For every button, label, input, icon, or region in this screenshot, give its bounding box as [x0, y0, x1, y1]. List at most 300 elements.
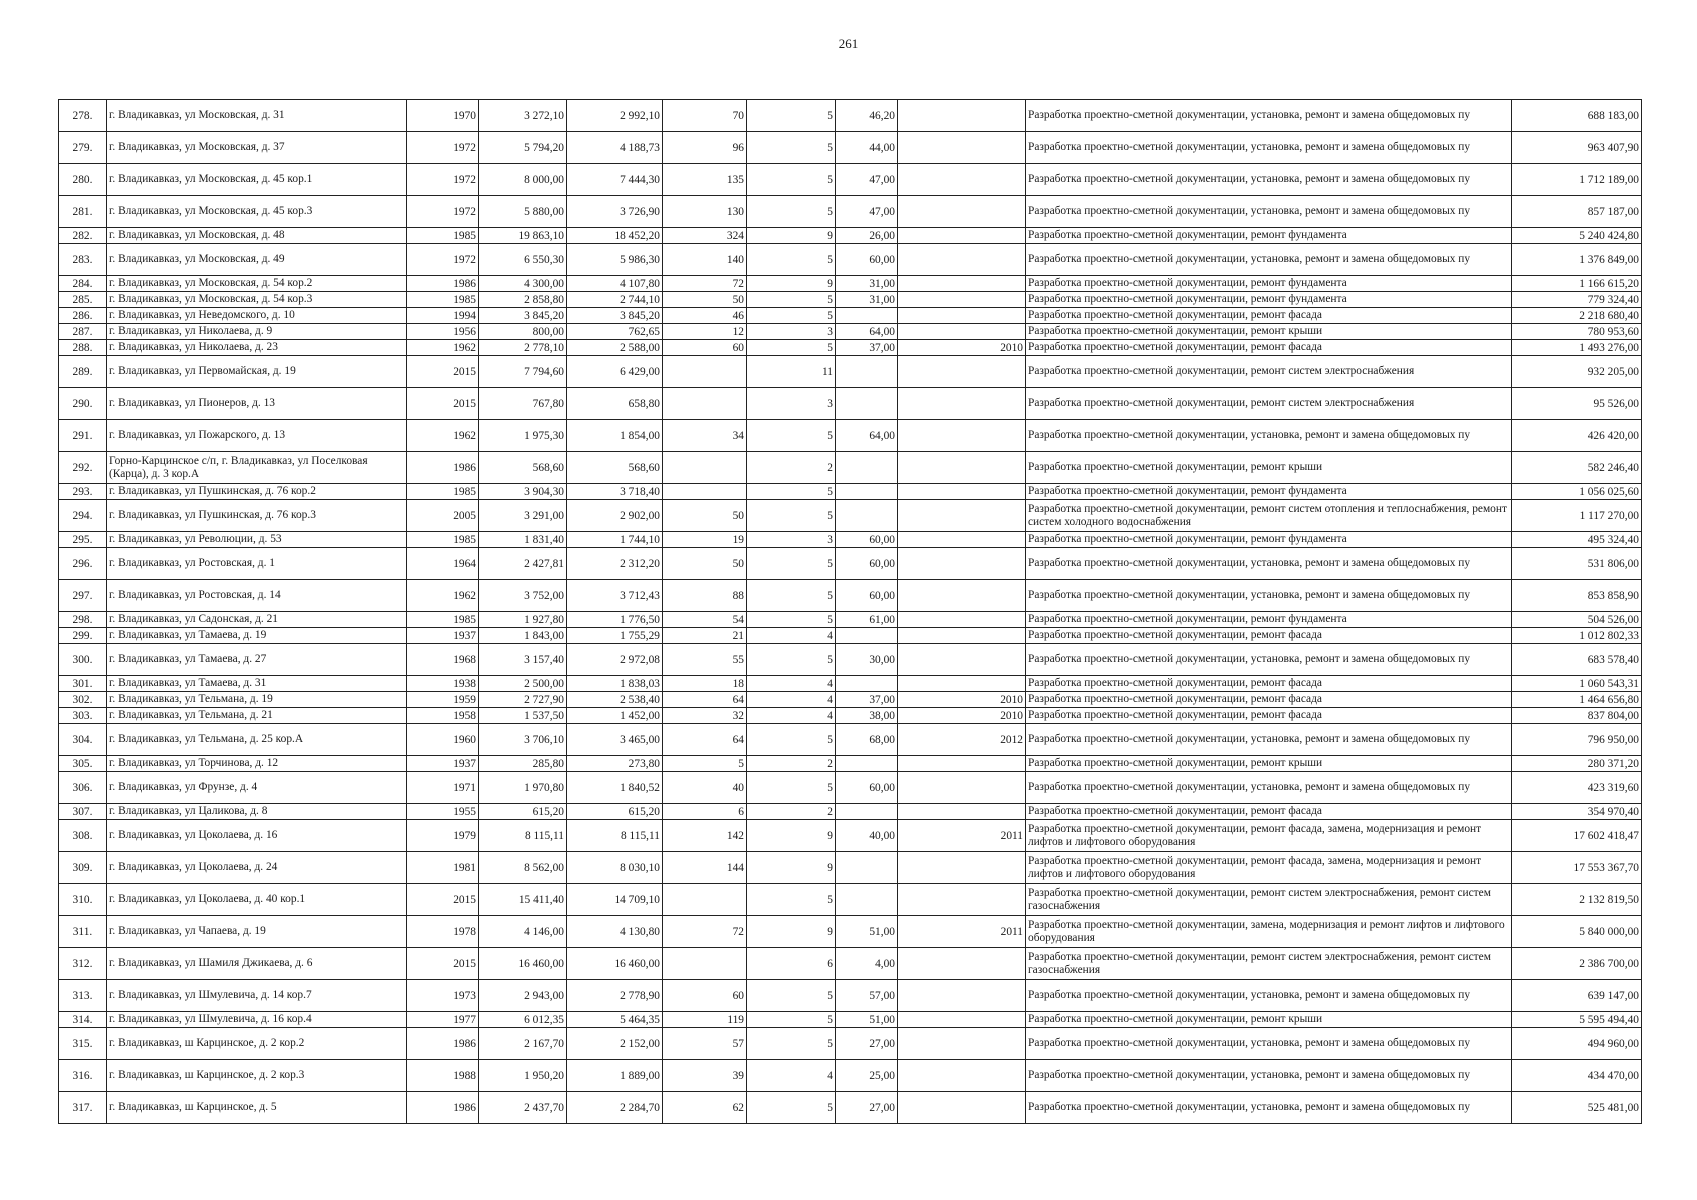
- work-type-cell: Разработка проектно-сметной документации, установка, ремонт и замена общедомовых пу: [1026, 100, 1512, 132]
- apartments-cell: 324: [663, 228, 747, 244]
- cost-cell: 17 553 367,70: [1512, 852, 1642, 884]
- floors-cell: 5: [747, 308, 836, 324]
- living-area-cell: 3 726,90: [567, 196, 663, 228]
- last-repair-year-cell: [898, 356, 1026, 388]
- floors-cell: 5: [747, 132, 836, 164]
- table-row: [59, 420, 1642, 452]
- total-area-cell: 767,80: [479, 388, 567, 420]
- address-cell: г. Владикавказ, ш Карцинское, д. 2 кор.3: [107, 1060, 407, 1092]
- cost-cell: 1 493 276,00: [1512, 340, 1642, 356]
- living-area-cell: 2 152,00: [567, 1028, 663, 1060]
- work-type-cell: Разработка проектно-сметной документации, ремонт фасада, замена, модернизация и ремонт лифтов и лифтового оборудования: [1026, 820, 1512, 852]
- floors-cell: 9: [747, 276, 836, 292]
- cost-cell: 1 060 543,31: [1512, 676, 1642, 692]
- apartments-cell: 19: [663, 532, 747, 548]
- cost-cell: 434 470,00: [1512, 1060, 1642, 1092]
- total-area-cell: 285,80: [479, 756, 567, 772]
- address-cell: г. Владикавказ, ул Московская, д. 48: [107, 228, 407, 244]
- address-cell: г. Владикавказ, ул Чапаева, д. 19: [107, 916, 407, 948]
- row-number-cell: 289.: [59, 356, 107, 388]
- apartments-cell: 119: [663, 1012, 747, 1028]
- cost-cell: 354 970,40: [1512, 804, 1642, 820]
- row-number-cell: 316.: [59, 1060, 107, 1092]
- year-cell: 2015: [407, 948, 479, 980]
- last-repair-year-cell: [898, 1092, 1026, 1124]
- last-repair-year-cell: [898, 228, 1026, 244]
- row-number-cell: 278.: [59, 100, 107, 132]
- total-area-cell: 1 843,00: [479, 628, 567, 644]
- wear-cell: 60,00: [836, 244, 898, 276]
- cost-cell: 683 578,40: [1512, 644, 1642, 676]
- table-row: [59, 196, 1642, 228]
- living-area-cell: 2 284,70: [567, 1092, 663, 1124]
- total-area-cell: 15 411,40: [479, 884, 567, 916]
- year-cell: 2005: [407, 500, 479, 532]
- apartments-cell: 39: [663, 1060, 747, 1092]
- last-repair-year-cell: [898, 772, 1026, 804]
- floors-cell: 2: [747, 756, 836, 772]
- work-type-cell: Разработка проектно-сметной документации, ремонт фасада: [1026, 804, 1512, 820]
- address-cell: г. Владикавказ, ул Неведомского, д. 10: [107, 308, 407, 324]
- apartments-cell: 46: [663, 308, 747, 324]
- address-cell: г. Владикавказ, ул Московская, д. 49: [107, 244, 407, 276]
- last-repair-year-cell: 2011: [898, 916, 1026, 948]
- row-number-cell: 307.: [59, 804, 107, 820]
- living-area-cell: 6 429,00: [567, 356, 663, 388]
- table-row: [59, 340, 1642, 356]
- total-area-cell: 4 146,00: [479, 916, 567, 948]
- address-cell: г. Владикавказ, ул Тамаева, д. 31: [107, 676, 407, 692]
- living-area-cell: 14 709,10: [567, 884, 663, 916]
- table-row: [59, 484, 1642, 500]
- wear-cell: 51,00: [836, 916, 898, 948]
- floors-cell: 9: [747, 916, 836, 948]
- table-row: [59, 612, 1642, 628]
- row-number-cell: 315.: [59, 1028, 107, 1060]
- last-repair-year-cell: [898, 676, 1026, 692]
- address-cell: г. Владикавказ, ш Карцинское, д. 5: [107, 1092, 407, 1124]
- table-row: [59, 500, 1642, 532]
- work-type-cell: Разработка проектно-сметной документации, ремонт фасада: [1026, 628, 1512, 644]
- total-area-cell: 2 943,00: [479, 980, 567, 1012]
- living-area-cell: 273,80: [567, 756, 663, 772]
- wear-cell: [836, 308, 898, 324]
- table-row: [59, 676, 1642, 692]
- wear-cell: 60,00: [836, 580, 898, 612]
- cost-cell: 531 806,00: [1512, 548, 1642, 580]
- work-type-cell: Разработка проектно-сметной документации, ремонт фундамента: [1026, 612, 1512, 628]
- address-cell: г. Владикавказ, ш Карцинское, д. 2 кор.2: [107, 1028, 407, 1060]
- cost-cell: 1 166 615,20: [1512, 276, 1642, 292]
- total-area-cell: 6 012,35: [479, 1012, 567, 1028]
- address-cell: г. Владикавказ, ул Цоколаева, д. 16: [107, 820, 407, 852]
- wear-cell: [836, 884, 898, 916]
- address-cell: г. Владикавказ, ул Ростовская, д. 1: [107, 548, 407, 580]
- living-area-cell: 1 776,50: [567, 612, 663, 628]
- address-cell: г. Владикавказ, ул Ростовская, д. 14: [107, 580, 407, 612]
- year-cell: 1981: [407, 852, 479, 884]
- work-type-cell: Разработка проектно-сметной документации, ремонт фундамента: [1026, 292, 1512, 308]
- floors-cell: 4: [747, 1060, 836, 1092]
- floors-cell: 3: [747, 532, 836, 548]
- year-cell: 1962: [407, 340, 479, 356]
- cost-cell: 504 526,00: [1512, 612, 1642, 628]
- row-number-cell: 293.: [59, 484, 107, 500]
- apartments-cell: 12: [663, 324, 747, 340]
- total-area-cell: 5 880,00: [479, 196, 567, 228]
- apartments-cell: 50: [663, 548, 747, 580]
- table-row: [59, 244, 1642, 276]
- year-cell: 1985: [407, 292, 479, 308]
- table-row: [59, 852, 1642, 884]
- wear-cell: 57,00: [836, 980, 898, 1012]
- living-area-cell: 2 538,40: [567, 692, 663, 708]
- cost-cell: 932 205,00: [1512, 356, 1642, 388]
- cost-cell: 1 117 270,00: [1512, 500, 1642, 532]
- table-row: [59, 292, 1642, 308]
- wear-cell: [836, 356, 898, 388]
- living-area-cell: 2 588,00: [567, 340, 663, 356]
- apartments-cell: 57: [663, 1028, 747, 1060]
- living-area-cell: 2 778,90: [567, 980, 663, 1012]
- address-cell: г. Владикавказ, ул Шмулевича, д. 16 кор.4: [107, 1012, 407, 1028]
- work-type-cell: Разработка проектно-сметной документации, ремонт систем электроснабжения, ремонт систем газоснабжения: [1026, 948, 1512, 980]
- living-area-cell: 3 465,00: [567, 724, 663, 756]
- table-row: [59, 132, 1642, 164]
- wear-cell: [836, 852, 898, 884]
- row-number-cell: 317.: [59, 1092, 107, 1124]
- address-cell: г. Владикавказ, ул Цаликова, д. 8: [107, 804, 407, 820]
- wear-cell: 30,00: [836, 644, 898, 676]
- living-area-cell: 615,20: [567, 804, 663, 820]
- work-type-cell: Разработка проектно-сметной документации, ремонт крыши: [1026, 1012, 1512, 1028]
- work-type-cell: Разработка проектно-сметной документации, установка, ремонт и замена общедомовых пу: [1026, 772, 1512, 804]
- floors-cell: 3: [747, 324, 836, 340]
- work-type-cell: Разработка проектно-сметной документации, установка, ремонт и замена общедомовых пу: [1026, 164, 1512, 196]
- work-type-cell: Разработка проектно-сметной документации, ремонт фасада: [1026, 340, 1512, 356]
- total-area-cell: 8 000,00: [479, 164, 567, 196]
- year-cell: 1985: [407, 612, 479, 628]
- living-area-cell: 2 312,20: [567, 548, 663, 580]
- table-row: [59, 276, 1642, 292]
- wear-cell: [836, 804, 898, 820]
- wear-cell: [836, 452, 898, 484]
- cost-cell: 5 840 000,00: [1512, 916, 1642, 948]
- table-row: [59, 756, 1642, 772]
- work-type-cell: Разработка проектно-сметной документации, установка, ремонт и замена общедомовых пу: [1026, 1092, 1512, 1124]
- work-type-cell: Разработка проектно-сметной документации, замена, модернизация и ремонт лифтов и лифтового оборудования: [1026, 916, 1512, 948]
- living-area-cell: 3 712,43: [567, 580, 663, 612]
- wear-cell: 61,00: [836, 612, 898, 628]
- total-area-cell: 3 291,00: [479, 500, 567, 532]
- wear-cell: 27,00: [836, 1092, 898, 1124]
- living-area-cell: 8 115,11: [567, 820, 663, 852]
- apartments-cell: [663, 484, 747, 500]
- cost-cell: 688 183,00: [1512, 100, 1642, 132]
- apartments-cell: 50: [663, 500, 747, 532]
- year-cell: 1972: [407, 244, 479, 276]
- table-row: [59, 580, 1642, 612]
- floors-cell: 5: [747, 1028, 836, 1060]
- year-cell: 1977: [407, 1012, 479, 1028]
- cost-cell: 17 602 418,47: [1512, 820, 1642, 852]
- last-repair-year-cell: [898, 132, 1026, 164]
- total-area-cell: 7 794,60: [479, 356, 567, 388]
- work-type-cell: Разработка проектно-сметной документации, установка, ремонт и замена общедомовых пу: [1026, 132, 1512, 164]
- cost-cell: 1 464 656,80: [1512, 692, 1642, 708]
- table-row: [59, 692, 1642, 708]
- row-number-cell: 306.: [59, 772, 107, 804]
- wear-cell: 64,00: [836, 420, 898, 452]
- cost-cell: 423 319,60: [1512, 772, 1642, 804]
- floors-cell: 4: [747, 628, 836, 644]
- year-cell: 1988: [407, 1060, 479, 1092]
- address-cell: г. Владикавказ, ул Пушкинская, д. 76 кор.2: [107, 484, 407, 500]
- apartments-cell: 60: [663, 980, 747, 1012]
- wear-cell: 40,00: [836, 820, 898, 852]
- floors-cell: 5: [747, 884, 836, 916]
- row-number-cell: 299.: [59, 628, 107, 644]
- table-row: [59, 724, 1642, 756]
- wear-cell: 47,00: [836, 164, 898, 196]
- floors-cell: 4: [747, 676, 836, 692]
- living-area-cell: 1 840,52: [567, 772, 663, 804]
- work-type-cell: Разработка проектно-сметной документации, установка, ремонт и замена общедомовых пу: [1026, 196, 1512, 228]
- cost-cell: 494 960,00: [1512, 1028, 1642, 1060]
- floors-cell: 5: [747, 980, 836, 1012]
- apartments-cell: [663, 884, 747, 916]
- apartments-cell: 72: [663, 276, 747, 292]
- row-number-cell: 301.: [59, 676, 107, 692]
- work-type-cell: Разработка проектно-сметной документации, ремонт фундамента: [1026, 484, 1512, 500]
- row-number-cell: 302.: [59, 692, 107, 708]
- apartments-cell: 32: [663, 708, 747, 724]
- cost-cell: 1 376 849,00: [1512, 244, 1642, 276]
- row-number-cell: 309.: [59, 852, 107, 884]
- living-area-cell: 658,80: [567, 388, 663, 420]
- cost-cell: 1 056 025,60: [1512, 484, 1642, 500]
- apartments-cell: [663, 948, 747, 980]
- last-repair-year-cell: [898, 644, 1026, 676]
- register-table: [58, 99, 1642, 1124]
- last-repair-year-cell: [898, 244, 1026, 276]
- table-body: [59, 100, 1642, 1124]
- last-repair-year-cell: [898, 1028, 1026, 1060]
- work-type-cell: Разработка проектно-сметной документации, установка, ремонт и замена общедомовых пу: [1026, 420, 1512, 452]
- total-area-cell: 3 752,00: [479, 580, 567, 612]
- last-repair-year-cell: [898, 804, 1026, 820]
- row-number-cell: 286.: [59, 308, 107, 324]
- address-cell: г. Владикавказ, ул Московская, д. 45 кор.1: [107, 164, 407, 196]
- wear-cell: 64,00: [836, 324, 898, 340]
- last-repair-year-cell: [898, 884, 1026, 916]
- table-row: [59, 452, 1642, 484]
- work-type-cell: Разработка проектно-сметной документации, установка, ремонт и замена общедомовых пу: [1026, 548, 1512, 580]
- table-row: [59, 1060, 1642, 1092]
- total-area-cell: 2 500,00: [479, 676, 567, 692]
- row-number-cell: 298.: [59, 612, 107, 628]
- last-repair-year-cell: 2010: [898, 708, 1026, 724]
- wear-cell: 27,00: [836, 1028, 898, 1060]
- floors-cell: 4: [747, 692, 836, 708]
- address-cell: г. Владикавказ, ул Николаева, д. 23: [107, 340, 407, 356]
- total-area-cell: 2 437,70: [479, 1092, 567, 1124]
- address-cell: г. Владикавказ, ул Пушкинская, д. 76 кор.3: [107, 500, 407, 532]
- cost-cell: 796 950,00: [1512, 724, 1642, 756]
- living-area-cell: 2 992,10: [567, 100, 663, 132]
- address-cell: г. Владикавказ, ул Московская, д. 37: [107, 132, 407, 164]
- row-number-cell: 279.: [59, 132, 107, 164]
- wear-cell: [836, 388, 898, 420]
- floors-cell: 5: [747, 420, 836, 452]
- row-number-cell: 296.: [59, 548, 107, 580]
- year-cell: 1962: [407, 580, 479, 612]
- year-cell: 1956: [407, 324, 479, 340]
- wear-cell: 37,00: [836, 340, 898, 356]
- apartments-cell: 135: [663, 164, 747, 196]
- total-area-cell: 3 272,10: [479, 100, 567, 132]
- apartments-cell: 54: [663, 612, 747, 628]
- table-row: [59, 228, 1642, 244]
- table-row: [59, 948, 1642, 980]
- total-area-cell: 3 706,10: [479, 724, 567, 756]
- table-row: [59, 324, 1642, 340]
- total-area-cell: 2 427,81: [479, 548, 567, 580]
- last-repair-year-cell: [898, 452, 1026, 484]
- work-type-cell: Разработка проектно-сметной документации, установка, ремонт и замена общедомовых пу: [1026, 580, 1512, 612]
- floors-cell: 5: [747, 644, 836, 676]
- cost-cell: 2 218 680,40: [1512, 308, 1642, 324]
- address-cell: г. Владикавказ, ул Садонская, д. 21: [107, 612, 407, 628]
- row-number-cell: 283.: [59, 244, 107, 276]
- last-repair-year-cell: 2011: [898, 820, 1026, 852]
- last-repair-year-cell: [898, 484, 1026, 500]
- floors-cell: 5: [747, 724, 836, 756]
- living-area-cell: 4 130,80: [567, 916, 663, 948]
- year-cell: 1938: [407, 676, 479, 692]
- total-area-cell: 3 845,20: [479, 308, 567, 324]
- wear-cell: 60,00: [836, 772, 898, 804]
- apartments-cell: 140: [663, 244, 747, 276]
- total-area-cell: 19 863,10: [479, 228, 567, 244]
- apartments-cell: 142: [663, 820, 747, 852]
- table-row: [59, 1092, 1642, 1124]
- floors-cell: 5: [747, 772, 836, 804]
- floors-cell: 5: [747, 484, 836, 500]
- wear-cell: 47,00: [836, 196, 898, 228]
- cost-cell: 5 240 424,80: [1512, 228, 1642, 244]
- year-cell: 1937: [407, 756, 479, 772]
- floors-cell: 5: [747, 340, 836, 356]
- table-row: [59, 804, 1642, 820]
- apartments-cell: 130: [663, 196, 747, 228]
- last-repair-year-cell: [898, 1060, 1026, 1092]
- work-type-cell: Разработка проектно-сметной документации, установка, ремонт и замена общедомовых пу: [1026, 980, 1512, 1012]
- year-cell: 1986: [407, 1028, 479, 1060]
- total-area-cell: 568,60: [479, 452, 567, 484]
- last-repair-year-cell: [898, 276, 1026, 292]
- total-area-cell: 4 300,00: [479, 276, 567, 292]
- last-repair-year-cell: [898, 580, 1026, 612]
- cost-cell: 280 371,20: [1512, 756, 1642, 772]
- table-row: [59, 820, 1642, 852]
- row-number-cell: 288.: [59, 340, 107, 356]
- apartments-cell: 18: [663, 676, 747, 692]
- table-row: [59, 308, 1642, 324]
- work-type-cell: Разработка проектно-сметной документации, ремонт систем электроснабжения: [1026, 356, 1512, 388]
- apartments-cell: 55: [663, 644, 747, 676]
- cost-cell: 853 858,90: [1512, 580, 1642, 612]
- last-repair-year-cell: [898, 1012, 1026, 1028]
- wear-cell: 26,00: [836, 228, 898, 244]
- row-number-cell: 285.: [59, 292, 107, 308]
- wear-cell: 4,00: [836, 948, 898, 980]
- year-cell: 2015: [407, 884, 479, 916]
- last-repair-year-cell: [898, 324, 1026, 340]
- work-type-cell: Разработка проектно-сметной документации, ремонт фасада: [1026, 692, 1512, 708]
- year-cell: 1937: [407, 628, 479, 644]
- apartments-cell: 50: [663, 292, 747, 308]
- year-cell: 1970: [407, 100, 479, 132]
- floors-cell: 9: [747, 820, 836, 852]
- apartments-cell: 40: [663, 772, 747, 804]
- last-repair-year-cell: [898, 292, 1026, 308]
- apartments-cell: 5: [663, 756, 747, 772]
- work-type-cell: Разработка проектно-сметной документации, установка, ремонт и замена общедомовых пу: [1026, 644, 1512, 676]
- living-area-cell: 2 902,00: [567, 500, 663, 532]
- table-row: [59, 164, 1642, 196]
- year-cell: 1985: [407, 532, 479, 548]
- apartments-cell: 144: [663, 852, 747, 884]
- year-cell: 1994: [407, 308, 479, 324]
- last-repair-year-cell: 2010: [898, 692, 1026, 708]
- total-area-cell: 1 975,30: [479, 420, 567, 452]
- year-cell: 1955: [407, 804, 479, 820]
- living-area-cell: 1 744,10: [567, 532, 663, 548]
- address-cell: г. Владикавказ, ул Тельмана, д. 21: [107, 708, 407, 724]
- year-cell: 2015: [407, 388, 479, 420]
- wear-cell: [836, 628, 898, 644]
- living-area-cell: 1 854,00: [567, 420, 663, 452]
- total-area-cell: 16 460,00: [479, 948, 567, 980]
- row-number-cell: 284.: [59, 276, 107, 292]
- wear-cell: 46,20: [836, 100, 898, 132]
- address-cell: г. Владикавказ, ул Тамаева, д. 27: [107, 644, 407, 676]
- year-cell: 2015: [407, 356, 479, 388]
- cost-cell: 95 526,00: [1512, 388, 1642, 420]
- apartments-cell: 64: [663, 724, 747, 756]
- table-row: [59, 548, 1642, 580]
- floors-cell: 5: [747, 580, 836, 612]
- living-area-cell: 568,60: [567, 452, 663, 484]
- last-repair-year-cell: [898, 548, 1026, 580]
- total-area-cell: 1 831,40: [479, 532, 567, 548]
- total-area-cell: 1 927,80: [479, 612, 567, 628]
- year-cell: 1959: [407, 692, 479, 708]
- row-number-cell: 310.: [59, 884, 107, 916]
- address-cell: г. Владикавказ, ул Тельмана, д. 19: [107, 692, 407, 708]
- address-cell: Горно-Карцинское с/п, г. Владикавказ, ул Поселковая (Карца), д. 3 кор.А: [107, 452, 407, 484]
- address-cell: г. Владикавказ, ул Московская, д. 54 кор.3: [107, 292, 407, 308]
- table-row: [59, 628, 1642, 644]
- wear-cell: 51,00: [836, 1012, 898, 1028]
- year-cell: 1971: [407, 772, 479, 804]
- wear-cell: 68,00: [836, 724, 898, 756]
- row-number-cell: 282.: [59, 228, 107, 244]
- work-type-cell: Разработка проектно-сметной документации, ремонт фасада: [1026, 708, 1512, 724]
- year-cell: 1979: [407, 820, 479, 852]
- row-number-cell: 297.: [59, 580, 107, 612]
